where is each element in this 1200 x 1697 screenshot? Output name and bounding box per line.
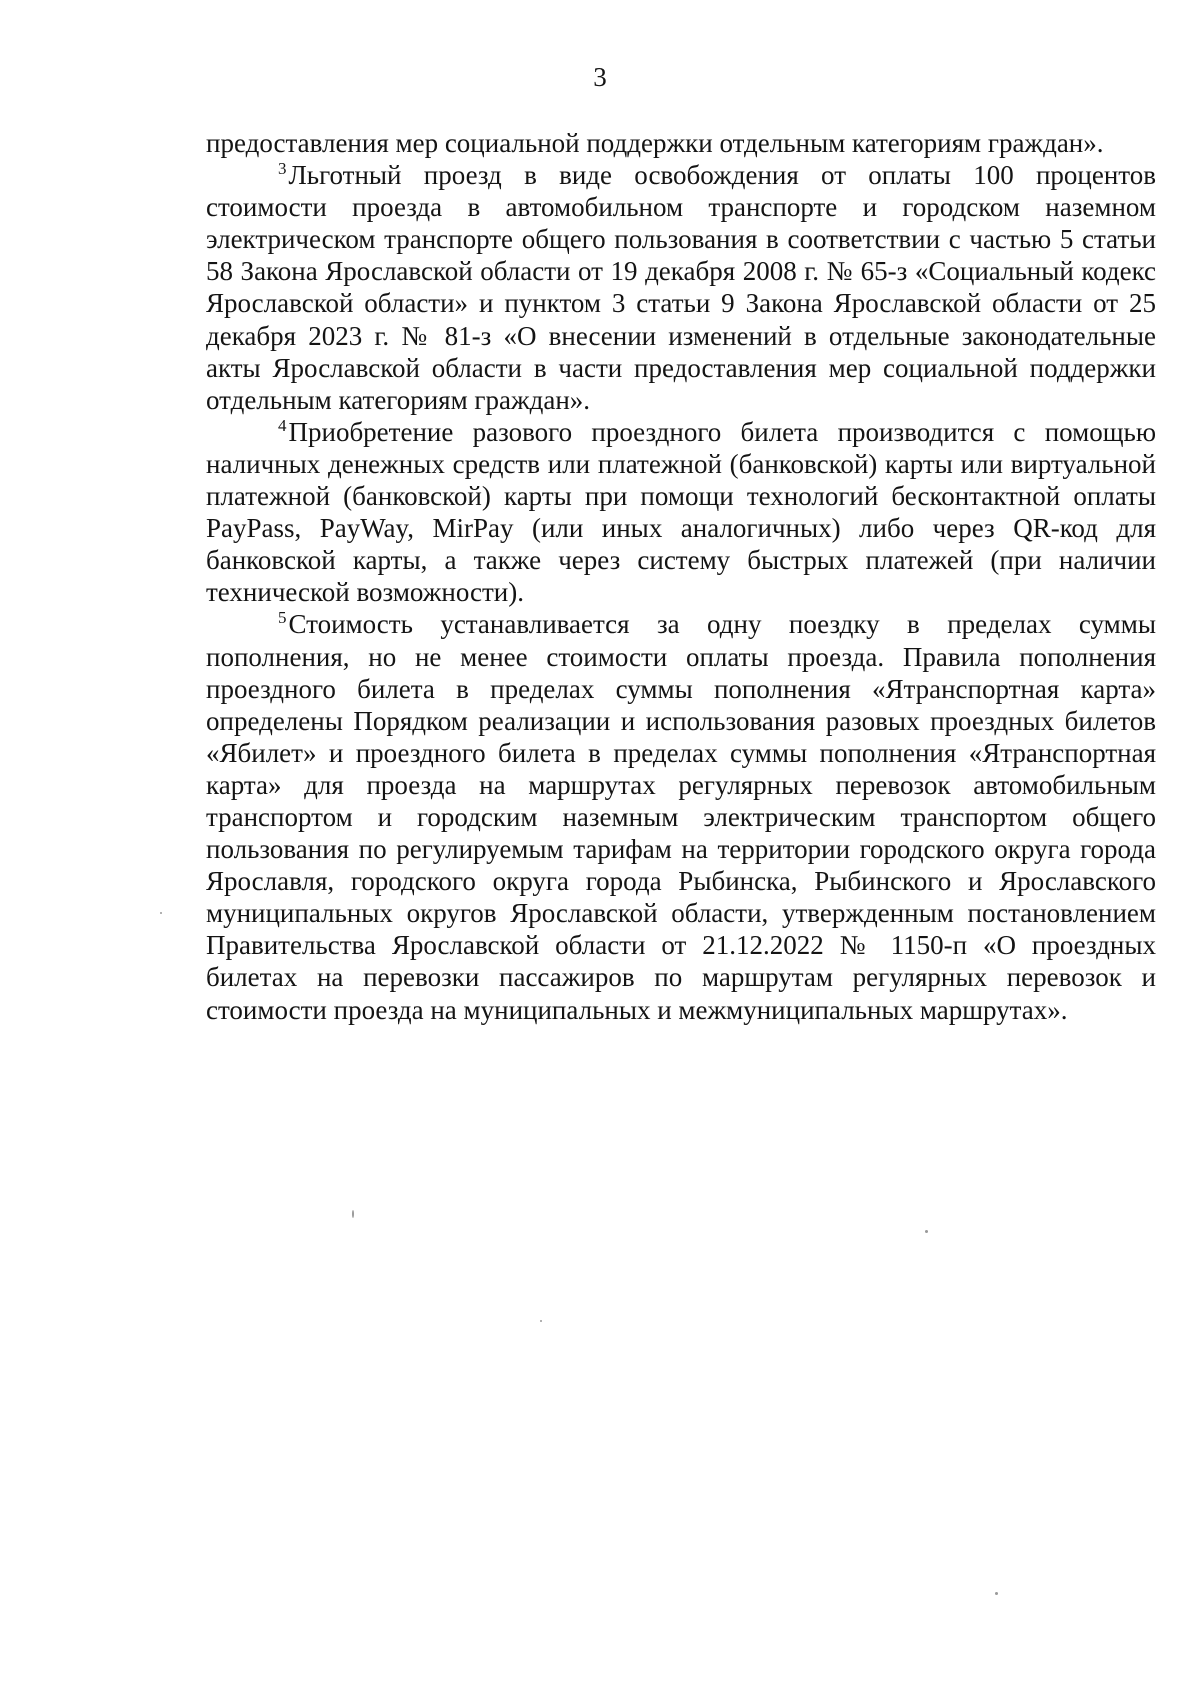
scan-speck xyxy=(160,912,162,914)
footnote-2-continuation xyxy=(206,127,1156,159)
footnote-marker: 3 xyxy=(278,159,287,179)
footnote-marker: 4 xyxy=(278,415,287,435)
paragraph-text: Стоимость устанавливается за одну поездку в пределах суммы пополнения, но не менее стоимости оплаты проезда. Правила пополнения проездного билета в пределах суммы пополнения «Ятранспортная карта» определены Порядком реализации и использования разовых проездных билетов «Ябилет» и проездного билета в пределах суммы пополнения «Ятранспортная карта» для проезда на маршрутах регулярных перевозок автомобильным транспортом и городским наземным электрическим транспортом общего пользования по регулируемым тарифам на территории городского округа города Ярославля, городского округа города Рыбинска, Рыбинского и Ярославского муниципальных округов Ярославской области, утвержденным постановлением Правительства Ярославской области от 21.12.2022 № 1150-п «О проездных билетах на перевозки пассажиров по маршрутам регулярных перевозок и стоимости проезда на муниципальных и межмуниципальных маршрутах». xyxy=(206,609,1156,1025)
scan-speck xyxy=(540,1320,542,1322)
footnote-4 xyxy=(206,416,1156,609)
scan-speck xyxy=(352,1210,354,1218)
footnote-5 xyxy=(206,608,1156,1025)
footnote-3 xyxy=(206,159,1156,416)
paragraph-text: Приобретение разового проездного билета производится с помощью наличных денежных средств или платежной (банковской) карты или виртуальной платежной (банковской) карты при помощи технологий бесконтактной оплаты PayPass, PayWay, MirPay (или иных аналогичных) либо через QR-код для банковской карты, а также через систему быстрых платежей (при наличии технической возможности). xyxy=(206,416,1156,608)
footnote-marker: 5 xyxy=(278,608,287,628)
paragraph-text: Льготный проезд в виде освобождения от оплаты 100 процентов стоимости проезда в автомобильном транспорте и городском наземном электрическом транспорте общего пользования в соответствии с частью 5 статьи 58 Закона Ярославской области от 19 декабря 2008 г. № 65-з «Социальный кодекс Ярославской области» и пунктом 3 статьи 9 Закона Ярославской области от 25 декабря 2023 г. № 81-з «О внесении изменений в отдельные законодательные акты Ярославской области в части предоставления мер социальной поддержки отдельным категориям граждан». xyxy=(206,160,1156,415)
scan-speck xyxy=(995,1592,998,1595)
page-number: 3 xyxy=(593,62,607,92)
scan-speck xyxy=(925,1230,928,1233)
paragraph-text: предоставления мер социальной поддержки отдельным категориям граждан». xyxy=(206,128,1104,158)
footnotes-body xyxy=(206,127,1156,1026)
